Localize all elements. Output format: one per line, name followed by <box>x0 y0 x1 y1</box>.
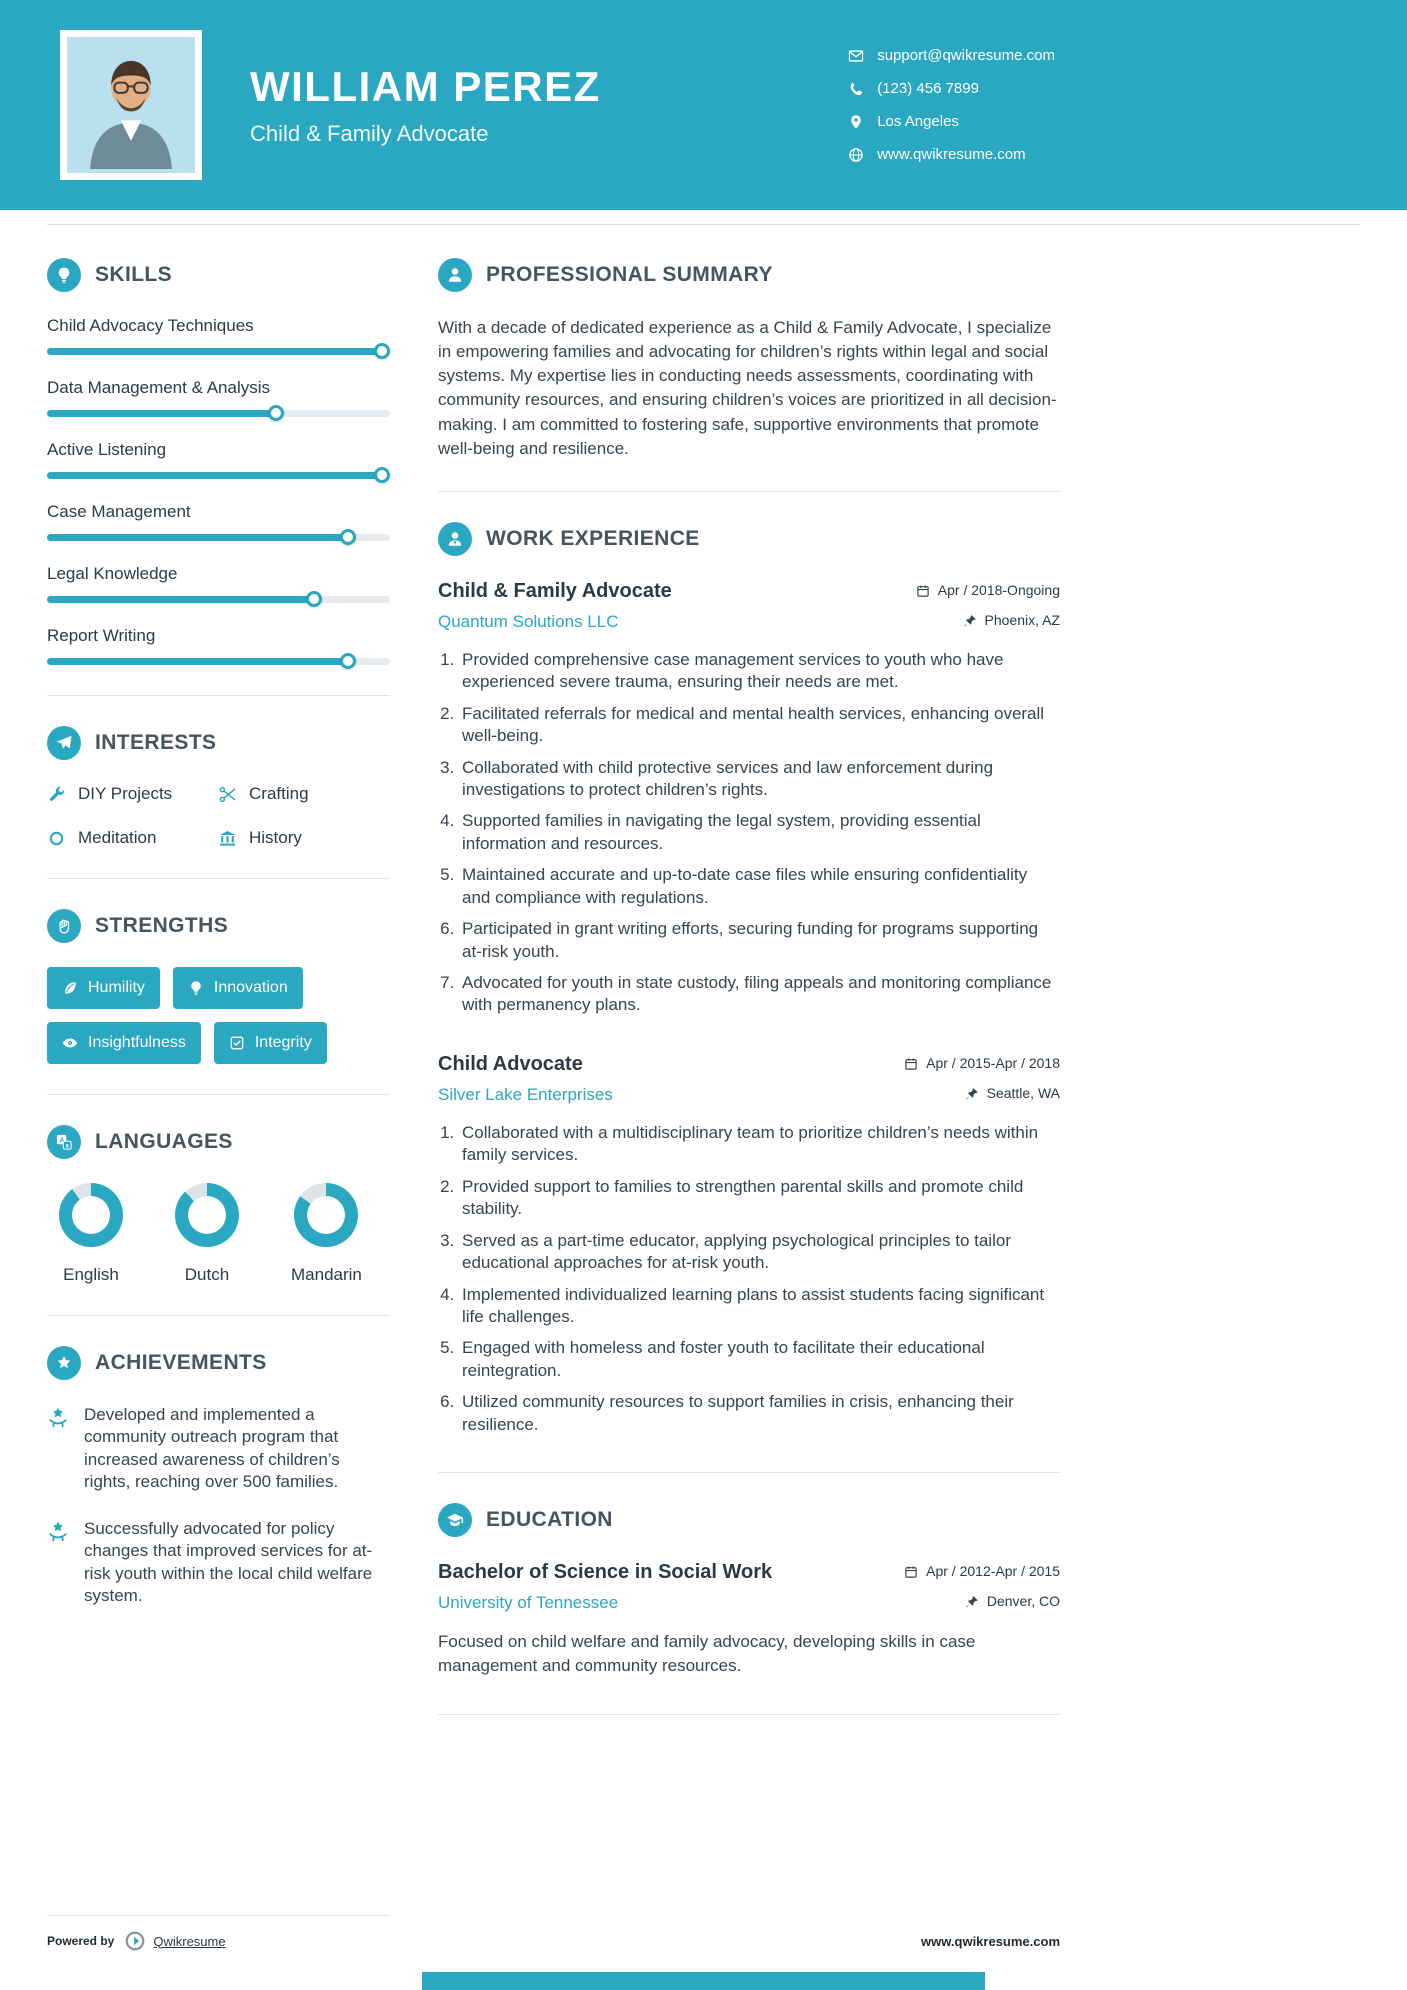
footer-divider <box>47 1915 390 1916</box>
language-item <box>59 1183 123 1285</box>
star-award-icon <box>47 1520 69 1542</box>
achievements-heading: ACHIEVEMENTS <box>95 1351 267 1374</box>
education-dates <box>904 1563 1060 1579</box>
skill-slider-handle <box>374 467 390 483</box>
person-tie-icon <box>438 522 472 556</box>
job-location <box>963 612 1061 628</box>
checkbox-icon <box>229 1035 245 1051</box>
education-location-text: Denver, CO <box>986 1593 1060 1610</box>
sidebar-divider <box>47 1315 390 1316</box>
skill-bar <box>47 410 390 417</box>
calendar-icon <box>904 1057 918 1071</box>
translate-icon <box>47 1125 81 1159</box>
achievement-text: Successfully advocated for policy changes that improved services for at-risk youth within the local child welfare system. <box>84 1518 373 1606</box>
strength-badge <box>47 967 160 1009</box>
phone-icon <box>848 81 864 97</box>
languages-heading: LANGUAGES <box>95 1130 233 1153</box>
header <box>0 0 1407 210</box>
education-heading: EDUCATION <box>486 1508 613 1532</box>
contact-phone <box>848 80 1055 97</box>
experience-bullet: 6. Participated in grant writing efforts, securing funding for programs supporting at-risk youth. <box>459 918 1060 963</box>
language-item <box>175 1183 239 1285</box>
pushpin-icon <box>965 1087 979 1101</box>
envelope-icon <box>848 48 864 64</box>
experience-bullet: 3. Collaborated with child protective services and law enforcement during investigations to protect children’s rights. <box>459 757 1060 802</box>
sidebar-divider <box>47 878 390 879</box>
job-dates <box>916 582 1060 598</box>
language-donut-chart <box>294 1183 358 1247</box>
section-experience <box>438 522 1060 1436</box>
name-block <box>250 63 601 147</box>
strength-badge <box>173 967 303 1009</box>
strength-label: Insightfulness <box>88 1034 186 1051</box>
summary-heading: PROFESSIONAL SUMMARY <box>486 263 773 286</box>
graduation-cap-icon <box>438 1503 472 1537</box>
interest-item <box>47 828 218 848</box>
skill-label: Report Writing <box>47 626 156 645</box>
contact-phone-text: (123) 456 7899 <box>877 80 979 97</box>
interest-label: Meditation <box>78 828 157 847</box>
skill-slider-handle <box>340 529 356 545</box>
strengths-heading: STRENGTHS <box>95 914 229 937</box>
wrench-icon <box>47 785 66 804</box>
contact-website-text: www.qwikresume.com <box>877 146 1026 163</box>
language-donut-chart <box>59 1183 123 1247</box>
skill-item <box>47 564 390 603</box>
company-name: Quantum Solutions LLC <box>438 611 619 631</box>
skill-bar <box>47 658 390 665</box>
language-label: Dutch <box>184 1265 230 1284</box>
interest-label: Crafting <box>249 784 309 803</box>
summary-text: With a decade of dedicated experience as a Child & Family Advocate, I specialize in empowering families and advocating for children’s rights within legal and social systems. My expertise lies in conducting needs assessments, coordinating with community resources, and ensuring children’s voices are prioritized in all decision-making. I am committed to fostering safe, supportive environments that promote well-being and resilience. <box>438 318 1057 458</box>
person-icon <box>438 258 472 292</box>
job-title: Child & Family Advocate <box>438 579 672 602</box>
paper-plane-icon <box>47 726 81 760</box>
job-dates <box>904 1055 1060 1071</box>
strength-label: Humility <box>88 979 145 996</box>
education-entry <box>438 1561 1060 1678</box>
qwikresume-link[interactable]: Qwikresume <box>153 1933 226 1949</box>
eye-icon <box>62 1035 78 1051</box>
footer-website-link[interactable]: www.qwikresume.com <box>921 1933 1060 1949</box>
skill-label: Child Advocacy Techniques <box>47 316 254 335</box>
experience-bullet: 6. Utilized community resources to support families in crisis, enhancing their resilience. <box>459 1391 1060 1436</box>
experience-bullet: 1. Collaborated with a multidisciplinary team to prioritize children’s needs within family services. <box>459 1122 1060 1167</box>
language-donut-chart <box>175 1183 239 1247</box>
achievement-item <box>47 1518 390 1608</box>
experience-bullet-list <box>459 1122 1060 1436</box>
skill-bar <box>47 534 390 541</box>
star-award-icon <box>47 1406 69 1428</box>
section-languages <box>47 1125 390 1285</box>
sidebar <box>47 258 390 1745</box>
section-skills <box>47 258 390 665</box>
skill-item <box>47 378 390 417</box>
sidebar-divider <box>47 1094 390 1095</box>
contact-email[interactable] <box>848 47 1055 64</box>
calendar-icon <box>904 1565 918 1579</box>
interest-label: History <box>249 828 302 847</box>
contact-location <box>848 113 1055 130</box>
achievement-item <box>47 1404 390 1494</box>
strength-label: Integrity <box>254 1034 312 1051</box>
experience-entry <box>438 580 1060 1017</box>
skill-label: Data Management & Analysis <box>47 378 271 397</box>
fist-icon <box>47 909 81 943</box>
achievement-text: Developed and implemented a community outreach program that increased awareness of children’s rights, reaching over 500 families. <box>84 1405 340 1492</box>
sidebar-divider <box>47 695 390 696</box>
experience-heading: WORK EXPERIENCE <box>486 526 700 550</box>
lightbulb-icon <box>47 258 81 292</box>
footer <box>47 1930 1060 1952</box>
job-location <box>965 1085 1060 1101</box>
bottom-accent-bar <box>422 1972 985 1990</box>
job-dates-text: Apr / 2018-Ongoing <box>937 581 1060 598</box>
skill-bar <box>47 348 390 355</box>
language-label: English <box>63 1265 119 1284</box>
company-name: Silver Lake Enterprises <box>438 1084 613 1104</box>
interest-label: DIY Projects <box>78 784 173 803</box>
main-column <box>438 258 1060 1745</box>
degree-title: Bachelor of Science in Social Work <box>438 1561 773 1584</box>
section-strengths <box>47 909 390 1064</box>
skill-item <box>47 502 390 541</box>
lightbulb-icon <box>188 980 204 996</box>
skill-item <box>47 440 390 479</box>
experience-bullet-list <box>459 649 1060 1017</box>
main-divider <box>438 1714 1060 1715</box>
interest-item <box>47 784 218 804</box>
language-label: Mandarin <box>291 1265 362 1284</box>
skills-heading: SKILLS <box>95 263 173 286</box>
scissors-icon <box>218 785 237 804</box>
section-summary <box>438 258 1060 461</box>
job-title: Child Advocate <box>438 1052 583 1075</box>
pushpin-icon <box>963 614 977 628</box>
strength-badge <box>47 1022 201 1064</box>
powered-by-label: Powered by <box>47 1934 115 1948</box>
experience-bullet: 4. Supported families in navigating the legal system, providing essential information and resources. <box>459 810 1060 855</box>
experience-bullet: 2. Provided support to families to strengthen parental skills and promote child stability. <box>459 1176 1060 1221</box>
experience-bullet: 5. Engaged with homeless and foster youth to facilitate their educational reintegration. <box>459 1337 1060 1382</box>
contact-location-text: Los Angeles <box>877 113 959 130</box>
experience-bullet: 2. Facilitated referrals for medical and mental health services, enhancing overall well-being. <box>459 703 1060 748</box>
experience-bullet: 5. Maintained accurate and up-to-date case files while ensuring confidentiality and compliance with regulations. <box>459 864 1060 909</box>
skill-label: Case Management <box>47 502 191 521</box>
profile-photo <box>60 30 202 180</box>
education-location <box>965 1593 1060 1609</box>
skill-slider-handle <box>306 591 322 607</box>
candidate-job-title: Child & Family Advocate <box>250 121 489 146</box>
job-location-text: Seattle, WA <box>986 1084 1060 1101</box>
interests-heading: INTERESTS <box>95 731 217 754</box>
skill-bar <box>47 472 390 479</box>
skill-slider-handle <box>374 343 390 359</box>
strength-label: Innovation <box>213 979 288 996</box>
body <box>0 210 1407 1745</box>
museum-icon <box>218 829 237 848</box>
job-location-text: Phoenix, AZ <box>984 611 1060 628</box>
circle-icon <box>47 829 66 848</box>
skill-label: Legal Knowledge <box>47 564 178 583</box>
strength-badge <box>214 1022 327 1064</box>
experience-bullet: 3. Served as a part-time educator, applying psychological principles to tailor educational approaches for at-risk youth. <box>459 1230 1060 1275</box>
contact-block <box>848 47 1055 163</box>
star-icon <box>47 1346 81 1380</box>
education-description: Focused on child welfare and family advocacy, developing skills in case management and community resources. <box>438 1632 976 1676</box>
skill-bar <box>47 596 390 603</box>
section-interests <box>47 726 390 848</box>
globe-icon <box>848 147 864 163</box>
experience-entry <box>438 1053 1060 1436</box>
header-divider <box>47 224 1360 225</box>
skill-slider-handle <box>268 405 284 421</box>
qwikresume-logo-icon <box>124 1930 146 1952</box>
experience-bullet: 1. Provided comprehensive case management services to youth who have experienced severe trauma, ensuring their needs are met. <box>459 649 1060 694</box>
skill-slider-handle <box>340 653 356 669</box>
education-dates-text: Apr / 2012-Apr / 2015 <box>926 1563 1060 1580</box>
candidate-name: WILLIAM PEREZ <box>250 63 601 110</box>
main-divider <box>438 1472 1060 1473</box>
skill-item <box>47 316 390 355</box>
language-item <box>291 1183 362 1285</box>
profile-photo-illustration <box>67 37 195 173</box>
contact-email-text: support@qwikresume.com <box>877 47 1055 64</box>
skill-item <box>47 626 390 665</box>
location-pin-icon <box>848 114 864 130</box>
section-achievements <box>47 1346 390 1608</box>
leaf-icon <box>62 980 78 996</box>
interest-item <box>218 828 390 848</box>
interest-item <box>218 784 390 804</box>
section-education <box>438 1503 1060 1678</box>
experience-bullet: 4. Implemented individualized learning plans to assist students facing significant life challenges. <box>459 1284 1060 1329</box>
skill-label: Active Listening <box>47 440 167 459</box>
experience-bullet: 7. Advocated for youth in state custody, filing appeals and monitoring compliance with permanency plans. <box>459 972 1060 1017</box>
job-dates-text: Apr / 2015-Apr / 2018 <box>926 1054 1060 1071</box>
calendar-icon <box>916 584 930 598</box>
main-divider <box>438 491 1060 492</box>
school-name: University of Tennessee <box>438 1593 619 1613</box>
pushpin-icon <box>965 1595 979 1609</box>
contact-website[interactable] <box>848 146 1055 163</box>
